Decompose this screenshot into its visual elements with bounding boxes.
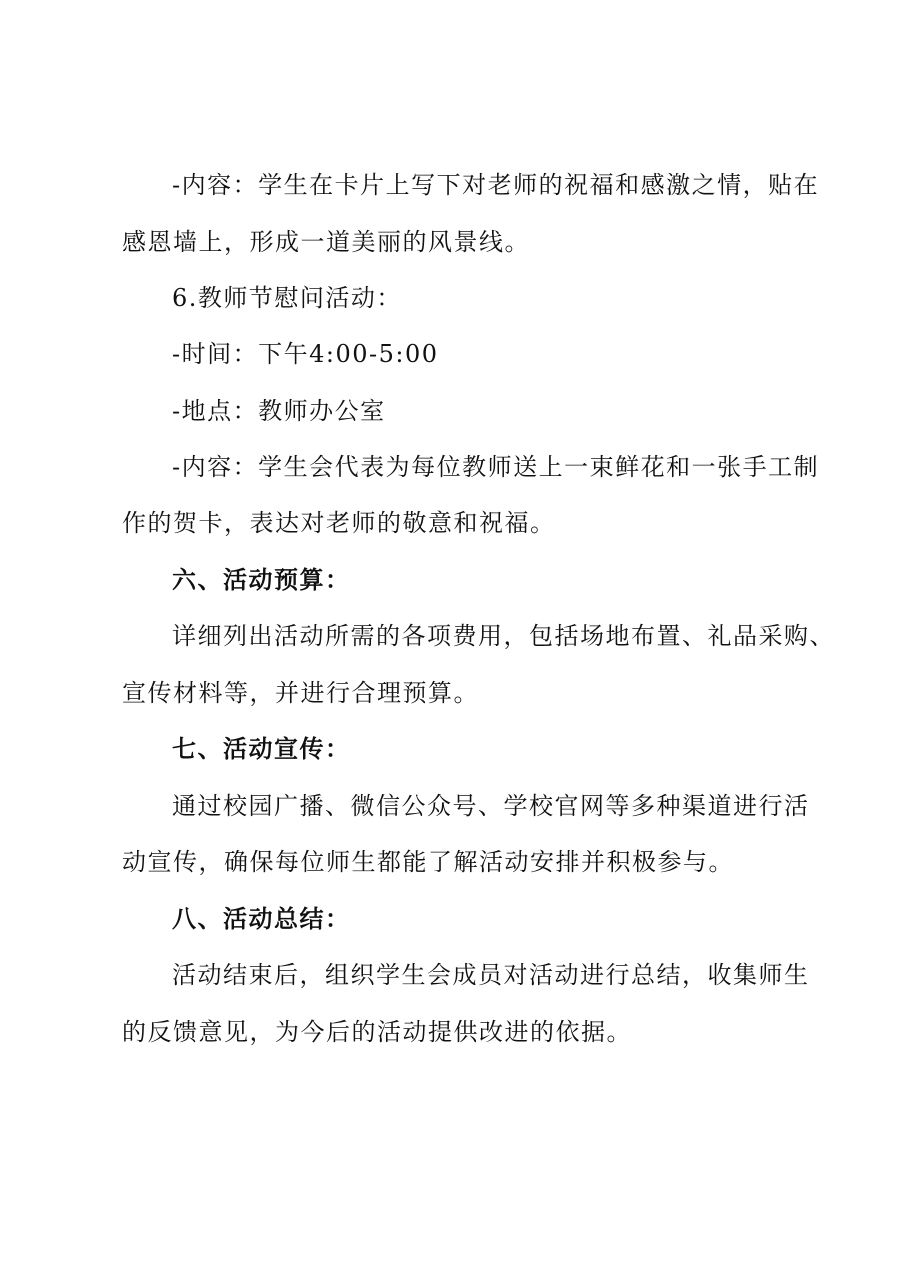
- section-heading-publicity: 七、活动宣传：: [172, 735, 351, 763]
- section-heading-budget: 六、活动预算：: [172, 566, 351, 594]
- paragraph-line: 动宣传，确保每位师生都能了解活动安排并积极参与。: [122, 848, 734, 876]
- paragraph-line: -内容：学生在卡片上写下对老师的祝福和感激之情，贴在: [172, 171, 820, 199]
- paragraph-line: 活动结束后，组织学生会成员对活动进行总结，收集师生: [172, 961, 810, 989]
- paragraph-line: -内容：学生会代表为每位教师送上一束鲜花和一张手工制: [172, 453, 820, 481]
- paragraph-line: 感恩墙上，形成一道美丽的风景线。: [122, 228, 530, 256]
- paragraph-line: 通过校园广播、微信公众号、学校官网等多种渠道进行活: [172, 792, 810, 820]
- section-heading-summary: 八、活动总结：: [172, 905, 351, 933]
- paragraph-line: -地点：教师办公室: [172, 397, 386, 425]
- paragraph-line: 宣传材料等，并进行合理预算。: [122, 679, 479, 707]
- paragraph-line: 作的贺卡，表达对老师的敬意和祝福。: [122, 509, 556, 537]
- paragraph-line: -时间：下午4:00-5:00: [172, 340, 439, 368]
- paragraph-line: 的反馈意见，为今后的活动提供改进的依据。: [122, 1018, 632, 1046]
- section-item-title: 6.教师节慰问活动：: [172, 284, 402, 312]
- paragraph-line: 详细列出活动所需的各项费用，包括场地布置、礼品采购、: [172, 622, 835, 650]
